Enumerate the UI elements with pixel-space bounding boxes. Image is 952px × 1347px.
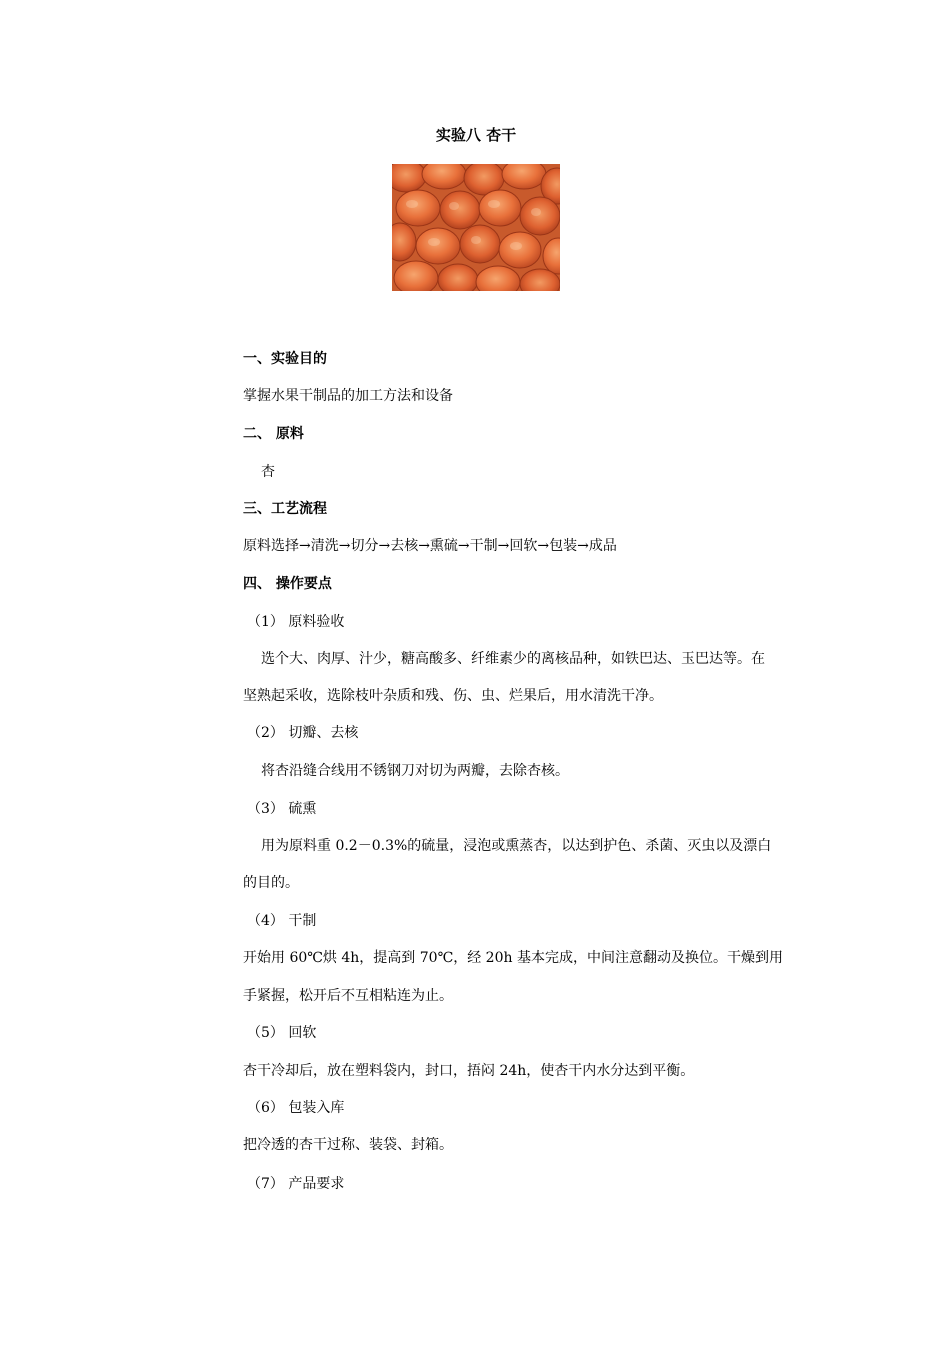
section-heading-process: 三、工艺流程 [243,501,327,517]
step-label-7: （7） 产品要求 [247,1176,345,1192]
step-text-5-line-1: 杏干冷却后，放在塑料袋内，封口，捂闷 24h，使杏干内水分达到平衡。 [243,1063,695,1079]
step-text-4-line-2: 手紧握，松开后不互相粘连为止。 [243,988,453,1004]
section-heading-materials: 二、 原料 [243,426,304,442]
step-label-5: （5） 回软 [247,1025,317,1041]
section-heading-key-points: 四、 操作要点 [243,576,332,592]
step-text-3-line-1: 用为原料重 0.2－0.3%的硫量，浸泡或熏蒸杏，以达到护色、杀菌、灭虫以及漂白 [261,838,772,854]
step-text-2-line-1: 将杏沿缝合线用不锈钢刀对切为两瓣，去除杏核。 [261,763,569,779]
section-text-purpose: 掌握水果干制品的加工方法和设备 [243,388,453,404]
step-label-3: （3） 硫熏 [247,801,317,817]
section-text-materials: 杏 [261,464,275,480]
step-label-2: （2） 切瓣、去核 [247,725,359,741]
step-text-1-line-2: 坚熟起采收，选除枝叶杂质和残、伤、虫、烂果后，用水清洗干净。 [243,688,663,704]
step-label-4: （4） 干制 [247,913,317,929]
step-text-3-line-2: 的目的。 [243,875,299,891]
step-text-1-line-1: 选个大、肉厚、汁少，糖高酸多、纤维素少的离核品种，如铁巴达、玉巴达等。在 [261,651,765,667]
apricot-image-graphic [392,164,560,291]
section-text-process-flow: 原料选择→清洗→切分→去核→熏硫→干制→回软→包装→成品 [243,538,617,554]
dried-apricots-photo [392,164,560,291]
document-title: 实验八 杏干 [435,126,517,144]
step-label-6: （6） 包装入库 [247,1100,345,1116]
step-text-6-line-1: 把冷透的杏干过称、装袋、封箱。 [243,1137,453,1153]
section-heading-purpose: 一、实验目的 [243,351,327,367]
step-text-4-line-1: 开始用 60℃烘 4h，提高到 70℃，经 20h 基本完成，中间注意翻动及换位。干燥到用 [243,950,783,966]
step-label-1: （1） 原料验收 [247,614,345,630]
